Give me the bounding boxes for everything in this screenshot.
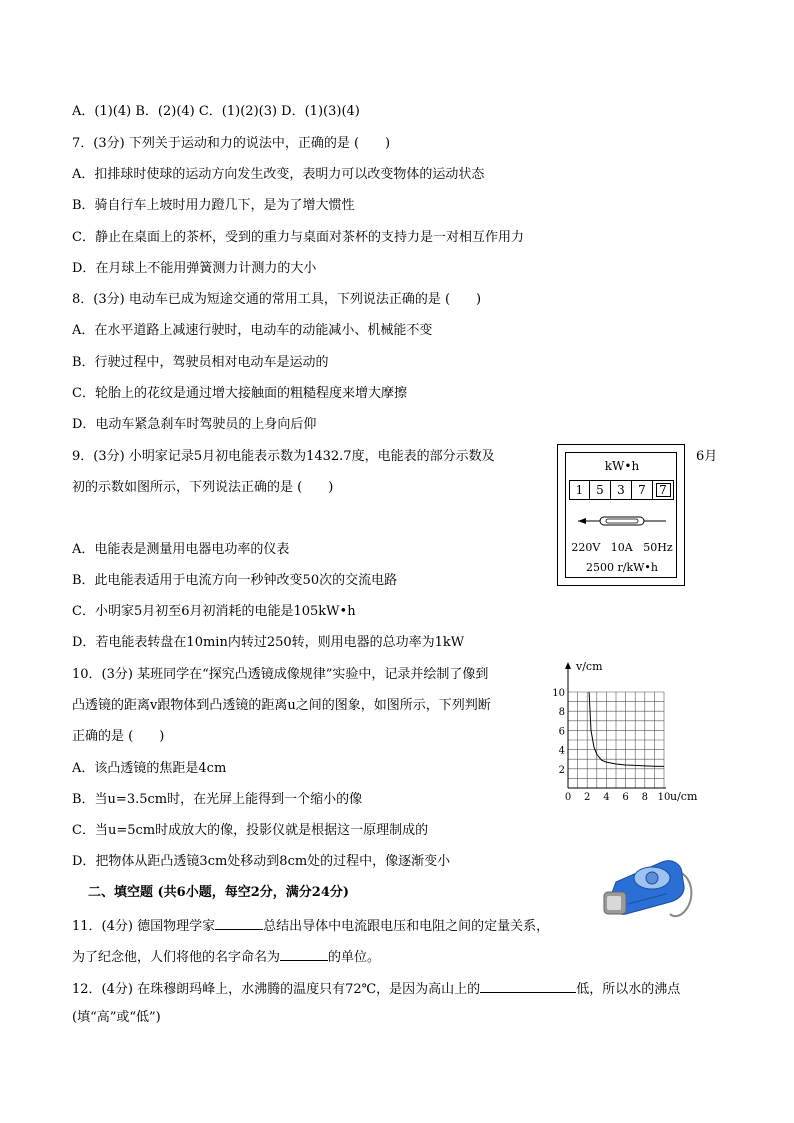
q8-option-d: D．电动车紧急刹车时驾驶员的上身向后仰 <box>72 417 317 432</box>
x-tick-label: 4 <box>603 792 610 803</box>
q10-stem-line3: 正确的是 ( ) <box>72 729 165 744</box>
y-axis-label: v/cm <box>576 660 603 673</box>
x-tick-label: 0 <box>564 792 572 803</box>
q11-text-4: 的单位。 <box>328 950 381 965</box>
q12-line1 <box>72 978 680 999</box>
meter-digit: 5 <box>590 480 611 500</box>
x-tick-label: 10 <box>657 792 671 803</box>
y-tick-label: 4 <box>558 745 565 757</box>
graph-grid <box>568 692 664 788</box>
answer-blank[interactable] <box>480 978 576 993</box>
q8-option-b: B．行驶过程中，驾驶员相对电动车是运动的 <box>72 355 329 370</box>
q11-text-1: 11．(4分) 德国物理学家 <box>72 919 216 934</box>
meter-digit-decimal: 7 <box>653 480 674 500</box>
hand-crank-flashlight-image <box>604 852 700 924</box>
q9-stem-month: 6月 <box>696 449 718 464</box>
x-tick-label: 2 <box>584 792 591 803</box>
meter-digit: 1 <box>569 480 590 500</box>
q8-option-c: C．轮胎上的花纹是通过增大接触面的粗糙程度来增大摩擦 <box>72 386 407 401</box>
v-u-curve <box>589 692 664 766</box>
meter-unit: kW•h <box>604 459 640 473</box>
answer-blank[interactable] <box>215 915 263 930</box>
x-axis-label: u/cm <box>670 790 698 803</box>
electric-meter-figure <box>557 444 685 586</box>
q7-stem: 7．(3分) 下列关于运动和力的说法中，正确的是 ( ) <box>72 136 391 151</box>
q8-stem: 8．(3分) 电动车已成为短途交通的常用工具，下列说法正确的是 ( ) <box>72 292 482 307</box>
x-tick-label: 8 <box>641 792 648 803</box>
q12-line2: (填“高”或“低”) <box>72 1010 161 1025</box>
section-heading: 二、填空题 (共6小题，每空2分，满分24分) <box>88 885 350 900</box>
q11-text-2: 总结出导体中电流跟电压和电阻之间的定量关系， <box>263 919 550 934</box>
q10-stem-line2: 凸透镜的距离v跟物体到凸透镜的距离u之间的图象，如图所示，下列判断 <box>72 698 491 713</box>
meter-digit: 3 <box>611 480 632 500</box>
y-axis-arrow <box>565 662 571 669</box>
q9-option-b: B．此电能表适用于电流方向一秒钟改变50次的交流电路 <box>72 573 398 588</box>
q10-option-b: B．当u=3.5cm时，在光屏上能得到一个缩小的像 <box>72 792 363 807</box>
graph-ticks <box>552 688 670 803</box>
y-tick-label: 10 <box>552 688 565 699</box>
q9-stem-line2: 初的示数如图所示，下列说法正确的是 ( ) <box>72 480 334 495</box>
y-tick-label: 6 <box>558 726 565 738</box>
q7-option-d: D．在月球上不能用弹簧测力计测力的大小 <box>72 261 317 276</box>
q12-text-1: 12．(4分) 在珠穆朗玛峰上，水沸腾的温度只有72℃，是因为高山上的 <box>72 982 481 997</box>
q9-option-a: A．电能表是测量用电器电功率的仪表 <box>72 542 290 557</box>
q7-option-a: A．扣排球时使球的运动方向发生改变，表明力可以改变物体的运动状态 <box>72 167 485 182</box>
y-tick-label: 8 <box>558 707 565 719</box>
q6-options: A．(1)(4) B．(2)(4) C．(1)(2)(3) D．(1)(3)(4) <box>72 104 360 119</box>
q9-option-c: C．小明家5月初至6月初消耗的电能是105kW•h <box>72 604 356 619</box>
q10-option-c: C．当u=5cm时成放大的像，投影仪就是根据这一原理制成的 <box>72 823 429 838</box>
meter-specs: 220V 10A 50Hz <box>571 541 673 554</box>
q12-text-2: 低，所以水的沸点 <box>576 982 681 997</box>
meter-digit: 7 <box>632 480 653 500</box>
meter-digits <box>569 480 674 500</box>
q7-option-c: C．静止在桌面上的茶杯，受到的重力与桌面对茶杯的支持力是一对相互作用力 <box>72 230 524 245</box>
q9-option-d: D．若电能表转盘在10min内转过250转，则用电器的总功率为1kW <box>72 635 465 650</box>
q7-option-b: B．骑自行车上坡时用力蹬几下，是为了增大惯性 <box>72 198 355 213</box>
meter-rotor-icon <box>578 513 666 529</box>
q10-option-d: D．把物体从距凸透镜3cm处移动到8cm处的过程中，像逐渐变小 <box>72 854 451 869</box>
q11-line1 <box>72 915 549 936</box>
q11-text-3: 为了纪念他，人们将他的名字命名为 <box>72 950 281 965</box>
q10-stem-line1: 10．(3分) 某班同学在“探究凸透镜成像规律”实验中，记录并绘制了像到 <box>72 667 489 682</box>
y-tick-label: 2 <box>558 764 565 776</box>
q8-option-a: A．在水平道路上减速行驶时，电动车的动能减小、机械能不变 <box>72 323 433 338</box>
x-tick-label: 6 <box>622 792 629 803</box>
v-u-graph <box>552 660 706 803</box>
q9-stem-line1: 9．(3分) 小明家记录5月初电能表示数为1432.7度，电能表的部分示数及 <box>72 449 495 464</box>
answer-blank[interactable] <box>280 946 328 961</box>
meter-revolutions: 2500 r/kW•h <box>586 561 658 574</box>
q11-line2 <box>72 946 380 967</box>
q10-option-a: A．该凸透镜的焦距是4cm <box>72 761 227 776</box>
